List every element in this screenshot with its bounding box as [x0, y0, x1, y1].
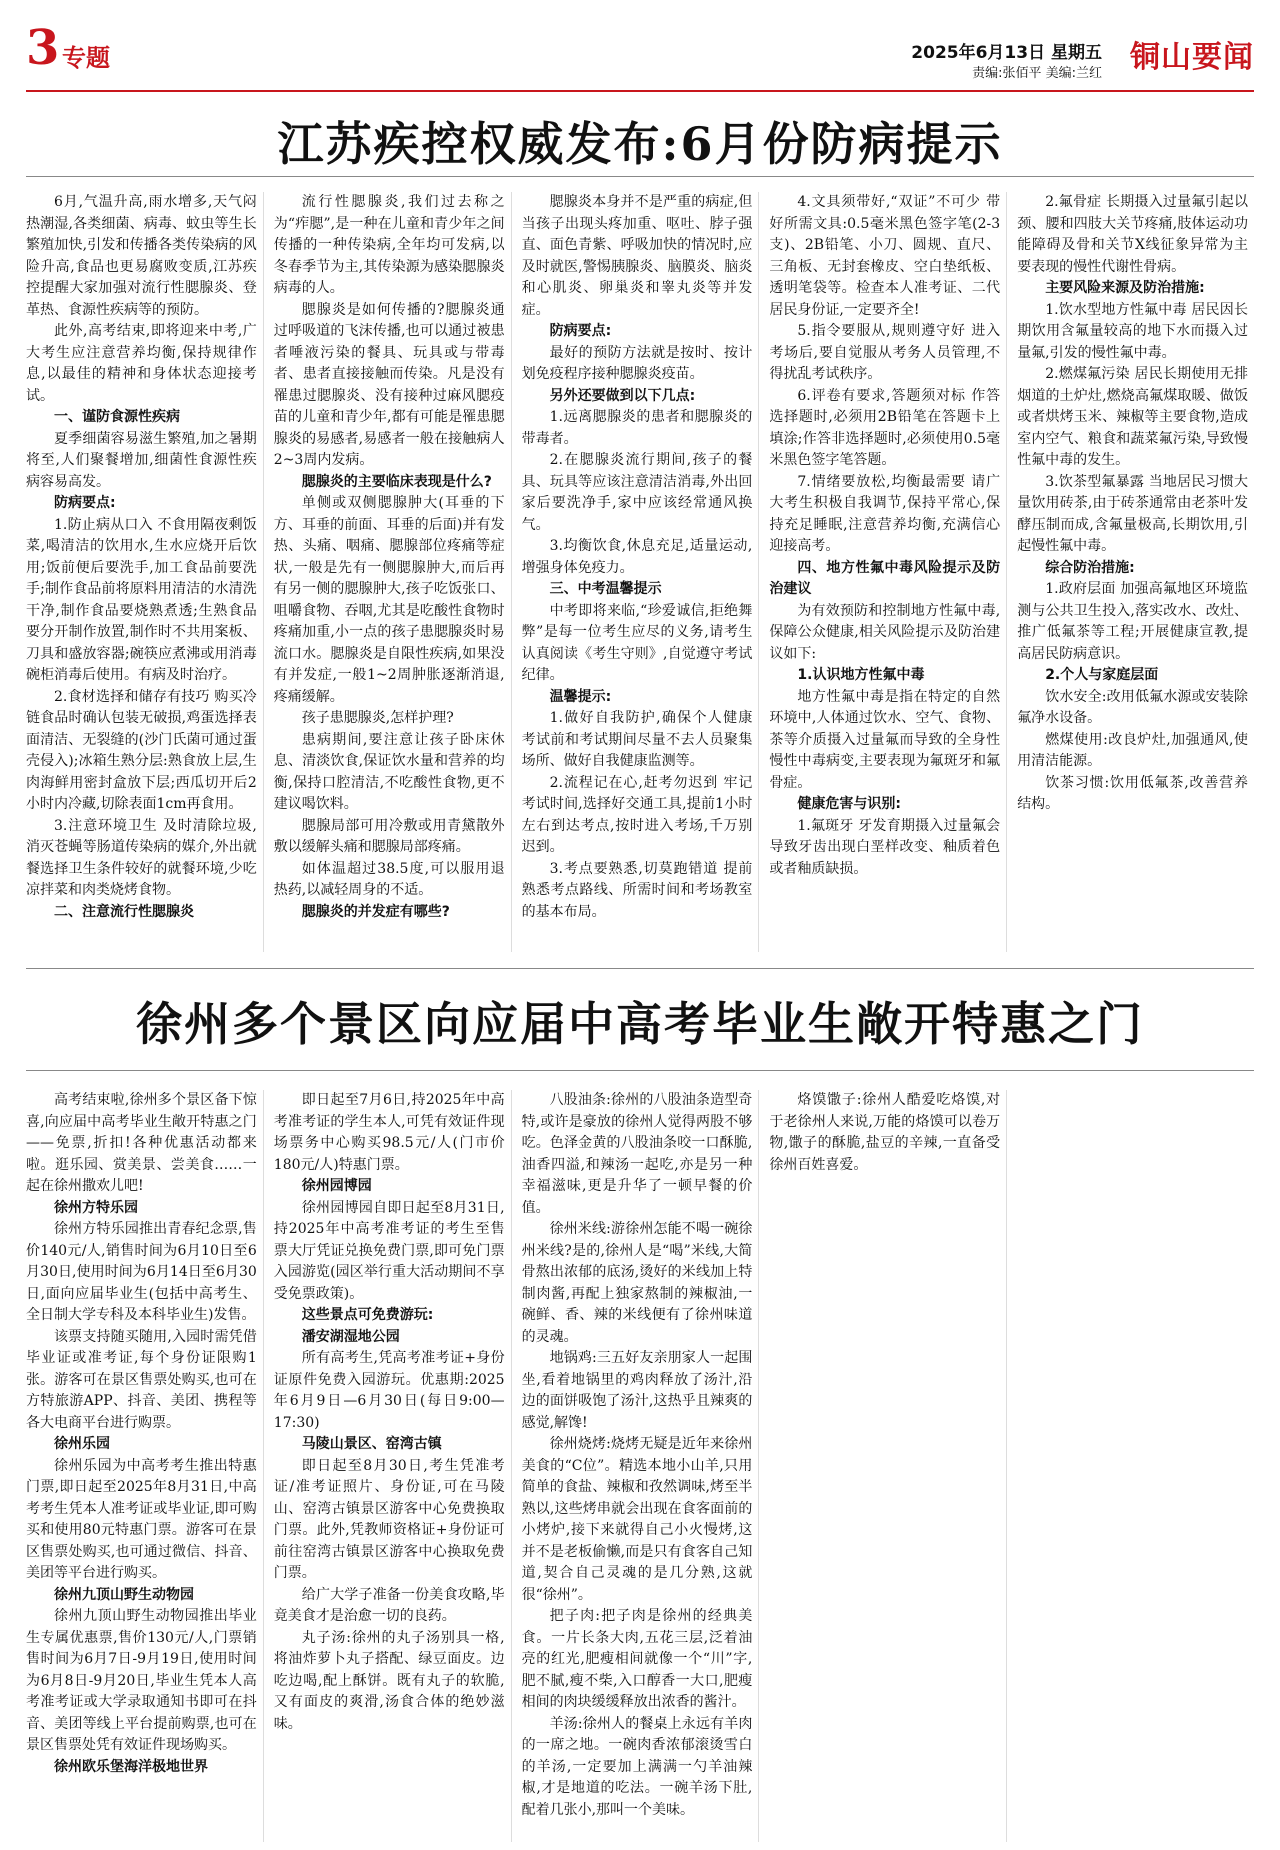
- subheading: 健康危害与识别:: [797, 796, 901, 812]
- paragraph: 3.饮茶型氟暴露 当地居民习惯大量饮用砖茶,由于砖茶通常由老茶叶发酵压制而成,含氟量极高,长期饮用,引起慢性氟中毒。: [1017, 473, 1248, 554]
- paragraph: 6月,气温升高,雨水增多,天气闷热潮湿,各类细菌、病毒、蚊虫等生长繁殖加快,引发和传播各类传染病的风险升高,食品也更易腐败变质,江苏疾控提醒大家加强对流行性腮腺炎、登革热、食源性疾病等的预防。: [26, 194, 257, 318]
- text-column: [1017, 192, 1254, 952]
- masthead-rule: [26, 90, 1254, 92]
- editors-credit: 责编:张佰平 美编:兰红: [972, 66, 1102, 81]
- text-column: [1017, 1090, 1254, 1842]
- paragraph: 腮腺炎是如何传播的?腮腺炎通过呼吸道的飞沫传播,也可以通过被患者唾液污染的餐具、玩具或与带毒者、患者直接接触而传染。凡是没有罹患过腮腺炎、没有接种过麻风腮疫苗的儿童和青少年,都有可能是罹患腮腺炎的易感者,易感者一般在接触病人2~3周内发病。: [273, 301, 505, 468]
- paragraph: 饮茶习惯:饮用低氟茶,改善营养结构。: [1017, 774, 1248, 812]
- paragraph: 1.政府层面 加强高氟地区环境监测与公共卫生投入,落实改水、改灶、推广低氟茶等工程;开展健康宣教,提高居民防病意识。: [1017, 581, 1248, 662]
- text-column: [769, 1090, 1007, 1842]
- paragraph: 4.文具须带好,“双证”不可少 带好所需文具:0.5毫米黑色签字笔(2-3支)、2B铅笔、小刀、圆规、直尺、三角板、无封套橡皮、空白垫纸板、透明笔袋等。检查本人准考证、二代居民身份证,一定要齐全!: [769, 194, 1001, 318]
- subheading: 这些景点可免费游玩:: [301, 1307, 434, 1323]
- paragraph: 最好的预防方法就是按时、按计划免疫程序接种腮腺炎疫苗。: [521, 344, 753, 382]
- article1-body: [26, 192, 1254, 952]
- subheading: 主要风险来源及防治措施:: [1045, 280, 1205, 296]
- subheading: 防病要点:: [54, 495, 116, 511]
- subheading: 腮腺炎的主要临床表现是什么?: [301, 473, 492, 490]
- paragraph: 1.氟斑牙 牙发育期摄入过量氟会导致牙齿出现白垩样改变、釉质着色或者釉质缺损。: [769, 817, 1001, 877]
- paragraph: 燃煤使用:改良炉灶,加强通风,使用清洁能源。: [1017, 731, 1248, 769]
- paragraph: 丸子汤:徐州的丸子汤别具一格,将油炸萝卜丸子搭配、绿豆面皮。边吃边喝,配上酥饼。既有丸子的软脆,又有面皮的爽滑,汤食合体的绝妙滋味。: [273, 1629, 505, 1732]
- subheading: 马陵山景区、窑湾古镇: [301, 1436, 442, 1452]
- subheading: 一、谨防食源性疾病: [54, 409, 180, 425]
- paragraph: 3.均衡饮食,休息充足,适量运动,增强身体免疫力。: [521, 538, 753, 576]
- subheading: 徐州方特乐园: [54, 1199, 138, 1216]
- text-column: [26, 192, 264, 952]
- paragraph: 即日起至8月30日,考生凭准考证/准考证照片、身份证,可在马陵山、窑湾古镇景区游客中心免费换取门票。此外,凭教师资格证+身份证可前往窑湾古镇景区游客中心换取免费门票。: [273, 1457, 505, 1581]
- paragraph: 2.在腮腺炎流行期间,孩子的餐具、玩具等应该注意清洁消毒,外出回家后要洗净手,家中应该经常通风换气。: [521, 452, 753, 533]
- paragraph: 单侧或双侧腮腺肿大(耳垂的下方、耳垂的前面、耳垂的后面)并有发热、头痛、咽痛、腮腺部位疼痛等症状,一般是先有一侧腮腺肿大,而后再有另一侧的腮腺肿大,孩子吃饭张口、咀嚼食物、吞咽,尤其是吃酸性食物时疼痛加重,小一点的孩子患腮腺炎时易流口水。腮腺炎是自限性疾病,如果没有并发症,一般1~2周肿胀逐渐消退,疼痛缓解。: [273, 495, 505, 705]
- subheading: 温馨提示:: [549, 688, 612, 705]
- paragraph: 徐州乐园为中高考考生推出特惠门票,即日起至2025年8月31日,中高考考生凭本人准考证或毕业证,即可购买和使用80元特惠门票。游客可在景区售票处购买,也可通过微信、抖音、美团等平台进行购买。: [26, 1457, 257, 1581]
- paragraph: 徐州园博园自即日起至8月31日,持2025年中高考准考证的考生至售票大厅凭证兑换免费门票,即可免门票入园游览(园区举行重大活动期间不享受免票政策)。: [273, 1199, 505, 1302]
- article-divider: [26, 968, 1254, 969]
- subheading: 四、地方性氟中毒风险提示及防治建议: [769, 559, 1001, 597]
- subheading: 三、中考温馨提示: [549, 581, 662, 597]
- text-column: [522, 1090, 760, 1842]
- section-name: 专题: [62, 44, 110, 72]
- subheading: 另外还要做到以下几点:: [549, 387, 696, 404]
- page-number: 3: [26, 20, 60, 76]
- paragraph: 八股油条:徐州的八股油条造型奇特,或许是豪放的徐州人觉得两股不够吃。色泽金黄的八股油条咬一口酥脆,油香四溢,和辣汤一起吃,亦是另一种幸福滋味,更是升华了一顿早餐的价值。: [521, 1092, 753, 1216]
- paragraph: 羊汤:徐州人的餐桌上永远有羊肉的一席之地。一碗肉香浓郁滚烫雪白的羊汤,一定要加上满满一勺羊油辣椒,才是地道的吃法。一碗羊汤下肚,配着几张小,那叫一个美味。: [521, 1715, 753, 1818]
- masthead: [26, 20, 1254, 90]
- subheading: 徐州欧乐堡海洋极地世界: [54, 1758, 208, 1775]
- paragraph: 1.饮水型地方性氟中毒 居民因长期饮用含氟量较高的地下水而摄入过量氟,引发的慢性氟中毒。: [1017, 301, 1248, 361]
- paragraph: 该票支持随买随用,入园时需凭借毕业证或准考证,每个身份证限购1张。游客可在景区售票处购买,也可在方特旅游APP、抖音、美团、携程等各大电商平台进行购票。: [26, 1328, 257, 1431]
- paragraph: 所有高考生,凭高考准考证+身份证原件免费入园游玩。优惠期:2025年6月9日—6月30日(每日9:00—17:30): [273, 1350, 505, 1431]
- paragraph: 5.指令要服从,规则遵守好 进入考场后,要自觉服从考务人员管理,不得扰乱考试秩序。: [769, 323, 1001, 382]
- paragraph: 6.评卷有要求,答题须对标 作答选择题时,必须用2B铅笔在答题卡上填涂;作答非选择题时,必须使用0.5毫米黑色签字笔答题。: [769, 387, 1001, 468]
- text-column: [769, 192, 1007, 952]
- paragraph: 为有效预防和控制地方性氟中毒,保障公众健康,相关风险提示及防治建议如下:: [769, 602, 1001, 662]
- article2-headline: 徐州多个景区向应届中高考毕业生敞开特惠之门: [136, 997, 1144, 1051]
- paragraph: 徐州烧烤:烧烤无疑是近年来徐州美食的“C位”。精选本地小山羊,只用简单的食盐、辣椒和孜然调味,烤至半熟以,这些烤串就会出现在食客面前的小烤炉,接下来就得自己小火慢烤,这并不是老板偷懒,而是只有食客自己知道,契合自己灵魂的是几分熟,这就很“徐州”。: [521, 1436, 753, 1603]
- paragraph: 此外,高考结束,即将迎来中考,广大考生应注意营养均衡,保持规律作息,以最佳的精神和身体状态迎接考试。: [26, 323, 257, 404]
- paragraph: 患病期间,要注意让孩子卧床休息、清淡饮食,保证饮水量和营养的均衡,保持口腔清洁,不吃酸性食物,更不建议喝饮料。: [273, 731, 505, 812]
- paragraph: 给广大学子准备一份美食攻略,毕竟美食才是治愈一切的良药。: [273, 1586, 505, 1624]
- paragraph: 孩子患腮腺炎,怎样护理?: [301, 710, 454, 726]
- paragraph: 徐州九顶山野生动物园推出毕业生专属优惠票,售价130元/人,门票销售时间为6月7日-9月19日,使用时间为6月8日-9月20日,毕业生凭本人高考准考证或大学录取通知书即可在抖音、美团等线上平台提前购票,也可在景区售票处凭有效证件现场购买。: [26, 1608, 257, 1753]
- subheading: 二、注意流行性腮腺炎: [54, 903, 194, 920]
- subheading: 防病要点:: [549, 323, 612, 339]
- paragraph: 徐州米线:游徐州怎能不喝一碗徐州米线?是的,徐州人是“喝”米线,大简骨熬出浓郁的底汤,烫好的米线加上特制肉酱,再配上独家熬制的辣椒油,一碗鲜、香、辣的米线便有了徐州味道的灵魂。: [521, 1221, 753, 1345]
- paragraph: 1.远离腮腺炎的患者和腮腺炎的带毒者。: [521, 409, 753, 447]
- article2-rule: [26, 1070, 1254, 1071]
- paragraph: 中考即将来临,“珍爱诚信,拒绝舞弊”是每一位考生应尽的义务,请考生认真阅读《考生守则》,自觉遵守考试纪律。: [521, 602, 753, 683]
- paragraph: 饮水安全:改用低氟水源或安装除氟净水设备。: [1017, 688, 1248, 726]
- paragraph: 徐州方特乐园推出青春纪念票,售价140元/人,销售时间为6月10日至6月30日,使用时间为6月14日至6月30日,面向应届毕业生(包括中高考生、全日制大学专科及本科毕业生)发售。: [26, 1221, 257, 1323]
- paragraph: 把子肉:把子肉是徐州的经典美食。一片长条大肉,五花三层,泛着油亮的红光,肥瘦相间就像一个“川”字,肥不腻,瘦不柴,入口醇香一大口,肥瘦相间的肉块缓缓释放出浓香的酱汁。: [521, 1608, 753, 1710]
- subheading: 2.个人与家庭层面: [1045, 667, 1159, 683]
- paragraph: 1.做好自我防护,确保个人健康 考试前和考试期间尽量不去人员聚集场所、做好自我健康监测等。: [521, 710, 753, 769]
- text-column: [274, 1090, 512, 1842]
- paragraph: 7.情绪要放松,均衡最需要 请广大考生积极自我调节,保持平常心,保持充足睡眠,注意营养均衡,充满信心迎接高考。: [769, 473, 1001, 554]
- text-column: [26, 1090, 264, 1842]
- paragraph: 腮腺局部可用冷敷或用青黛散外敷以缓解头痛和腮腺局部疼痛。: [273, 817, 505, 855]
- article1-headline: 江苏疾控权威发布:6月份防病提示: [277, 117, 1003, 171]
- paragraph: 地方性氟中毒是指在特定的自然环境中,人体通过饮水、空气、食物、茶等介质摄入过量氟而导致的全身性慢性中毒病变,主要表现为氟斑牙和氟骨症。: [769, 688, 1001, 791]
- subheading: 潘安湖湿地公园: [301, 1328, 400, 1345]
- subheading: 徐州九顶山野生动物园: [54, 1586, 194, 1603]
- article1-rule: [26, 176, 1254, 177]
- paragraph: 2.流程记在心,赶考勿迟到 牢记考试时间,选择好交通工具,提前1小时左右到达考点,按时进入考场,千万别迟到。: [521, 774, 753, 855]
- subheading: 腮腺炎的并发症有哪些?: [301, 903, 450, 920]
- paragraph: 地锅鸡:三五好友亲朋家人一起围坐,看着地锅里的鸡肉释放了汤汁,沿边的面饼吸饱了汤汁,这热乎且辣爽的感觉,解馋!: [521, 1350, 753, 1431]
- paragraph: 3.考点要熟悉,切莫跑错道 提前熟悉考点路线、所需时间和考场教室的基本布局。: [521, 860, 753, 920]
- issue-date: 2025年6月13日 星期五: [911, 43, 1102, 63]
- paragraph: 流行性腮腺炎,我们过去称之为“痄腮”,是一种在儿童和青少年之间传播的一种传染病,全年均可发病,以冬春季节为主,其传染源为感染腮腺炎病毒的人。: [273, 194, 505, 296]
- paragraph: 夏季细菌容易滋生繁殖,加之暑期将至,人们聚餐增加,细菌性食源性疾病容易高发。: [26, 430, 257, 490]
- paragraph: 3.注意环境卫生 及时清除垃圾,消灭苍蝇等肠道传染病的媒介,外出就餐选择卫生条件较好的就餐环境,少吃凉拌菜和肉类烧烤食物。: [26, 817, 257, 898]
- paragraph: 烙馍馓子:徐州人酷爱吃烙馍,对于老徐州人来说,万能的烙馍可以卷万物,馓子的酥脆,盐豆的辛辣,一直备受徐州百姓喜爱。: [769, 1092, 1001, 1173]
- paragraph: 2.氟骨症 长期摄入过量氟引起以颈、腰和四肢大关节疼痛,肢体运动功能障碍及骨和关节X线征象异常为主要表现的慢性代谢性骨病。: [1017, 194, 1248, 275]
- paragraph: 1.防止病从口入 不食用隔夜剩饭菜,喝清洁的饮用水,生水应烧开后饮用;饭前便后要洗手,加工食品前要洗手;制作食品前将原料用清洁的水清洗干净,制作食品要烧熟煮透;生熟食品要分开制作放置,制作时不共用案板、刀具和盛放容器;碗筷应煮沸或用消毒碗柜消毒后使用。有病及时治疗。: [26, 516, 257, 683]
- subheading: 徐州园博园: [301, 1178, 372, 1194]
- paragraph: 高考结束啦,徐州多个景区备下惊喜,向应届中高考毕业生敞开特惠之门——免票,折扣!各种优惠活动都来啦。逛乐园、赏美景、尝美食……一起在徐州撒欢儿吧!: [26, 1092, 257, 1194]
- paragraph: 腮腺炎本身并不是严重的病症,但当孩子出现头疼加重、呕吐、脖子强直、面色青紫、呼吸加快的情况时,应及时就医,警惕胰腺炎、脑膜炎、脑炎和心肌炎、卵巢炎和睾丸炎等并发症。: [521, 194, 753, 318]
- paragraph: 即日起至7月6日,持2025年中高考准考证的学生本人,可凭有效证件现场票务中心购买98.5元/人(门市价180元/人)特惠门票。: [273, 1092, 505, 1173]
- subheading: 综合防治措施:: [1045, 559, 1135, 576]
- paragraph: 2.燃煤氟污染 居民长期使用无排烟道的土炉灶,燃烧高氟煤取暖、做饭或者烘烤玉米、辣椒等主要食物,造成室内空气、粮食和蔬菜氟污染,导致慢性氟中毒的发生。: [1017, 366, 1248, 468]
- article2-body: [26, 1090, 1254, 1842]
- text-column: [522, 192, 760, 952]
- paragraph: 2.食材选择和储存有技巧 购买冷链食品时确认包装无破损,鸡蛋选择表面清洁、无裂缝的(沙门氏菌可通过蛋壳侵入);冰箱生熟分层:熟食放上层,生肉海鲜用密封盒放下层;西瓜切开后2小时内冷藏,切除表面1cm再食用。: [26, 688, 257, 812]
- text-column: [274, 192, 512, 952]
- paper-logo: 铜山要闻: [1130, 40, 1254, 75]
- subheading: 1.认识地方性氟中毒: [797, 667, 925, 683]
- subheading: 徐州乐园: [54, 1436, 110, 1452]
- paragraph: 如体温超过38.5度,可以服用退热药,以减轻周身的不适。: [273, 860, 505, 898]
